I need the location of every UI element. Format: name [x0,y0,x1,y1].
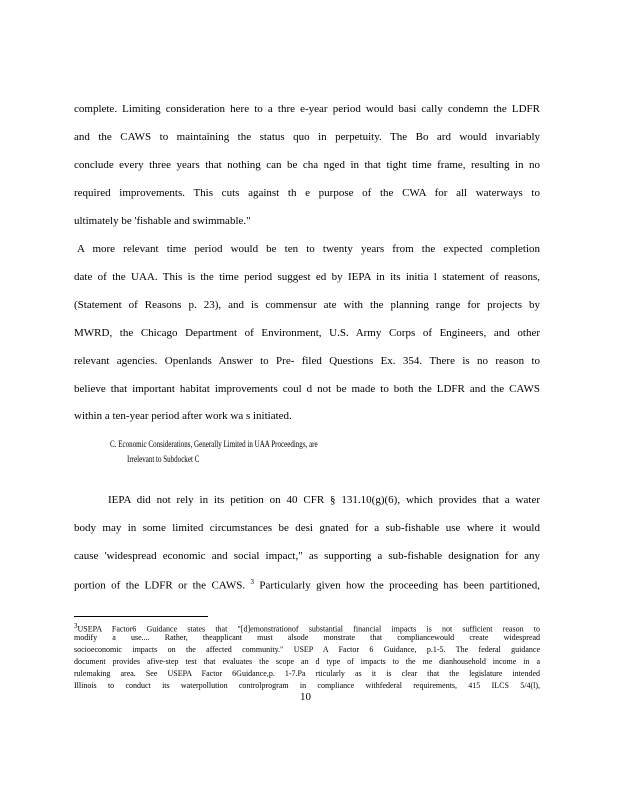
body-text: portion of the LDFR or the CAWS. [74,579,246,592]
body-line: required improvements. This cuts against th e purpose of the CWA for all waterways to [74,187,540,199]
footnote-line: rulemaking area. See USEPA Factor 6Guidance,p. 1-7.Pa rticularly as it is clear that the legislature intended [74,669,540,678]
body-line: MWRD, the Chicago Department of Environment, U.S. Army Corps of Engineers, and other [74,327,540,339]
footnote-text: USEPA Factor6 Guidance states that "[d]emonstrationof substantial financial impacts is not sufficient reason to [77,624,540,634]
footnote-reference[interactable]: 3 [250,578,255,586]
body-line: relevant agencies. Openlands Answer to Pre- filed Questions Ex. 354. There is no reason to [74,355,540,367]
footnote-line: socioeconomic impacts on the affected community." USEP A Factor 6 Guidance, p.1-5. The federal guidance [74,645,540,654]
body-line: conclude every three years that nothing can be cha nged in that tight time frame, resulting in no [74,159,540,171]
footnote-line [74,622,540,634]
body-line: within a ten-year period after work wa s initiated. [74,410,292,422]
body-text: Particularly given how the proceeding has been partitioned, [259,579,541,592]
body-line: ultimately be 'fishable and swimmable." [74,215,251,227]
body-line: A more relevant time period would be ten to twenty years from the expected completion [77,243,540,255]
footnote-line: document provides afive-step test that evaluates the scope an d type of impacts to the me dianhousehold income in a [74,657,540,666]
section-heading: Irrelevant to Subdocket C [127,454,200,464]
body-line: complete. Limiting consideration here to a thre e-year period would basi cally condemn the LDFR [74,103,540,115]
footnote-line: modify a use.... Rather, theapplicant must alsode monstrate that compliancewould create widespread [74,633,540,642]
page-number: 10 [300,691,311,703]
body-line: (Statement of Reasons p. 23), and is commensur ate with the planning range for projects by [74,299,540,311]
body-line: date of the UAA. This is the time period suggest ed by IEPA in its initia l statement of reasons, [74,271,540,283]
body-line [74,578,540,592]
body-line: and the CAWS to maintaining the status quo in perpetuity. The Bo ard would invariably [74,131,540,143]
section-heading: C. Economic Considerations, Generally Limited in UAA Proceedings, are [110,439,318,449]
body-line: believe that important habitat improvements coul d not be made to both the LDFR and the CAWS [74,383,540,395]
body-line: cause 'widespread economic and social impact," as supporting a sub-fishable designation for any [74,550,540,562]
footnote-line: Illinois to conduct its waterpollution controlprogram in compliance withfederal requirements, 415 ILCS 5/4(l), [74,681,540,690]
footnote-marker: 3 [74,622,78,630]
footnote-divider [74,616,208,617]
body-line: body may in some limited circumstances be desi gnated for a sub-fishable use where it would [74,522,540,534]
body-line: IEPA did not rely in its petition on 40 CFR § 131.10(g)(6), which provides that a water [108,494,540,506]
